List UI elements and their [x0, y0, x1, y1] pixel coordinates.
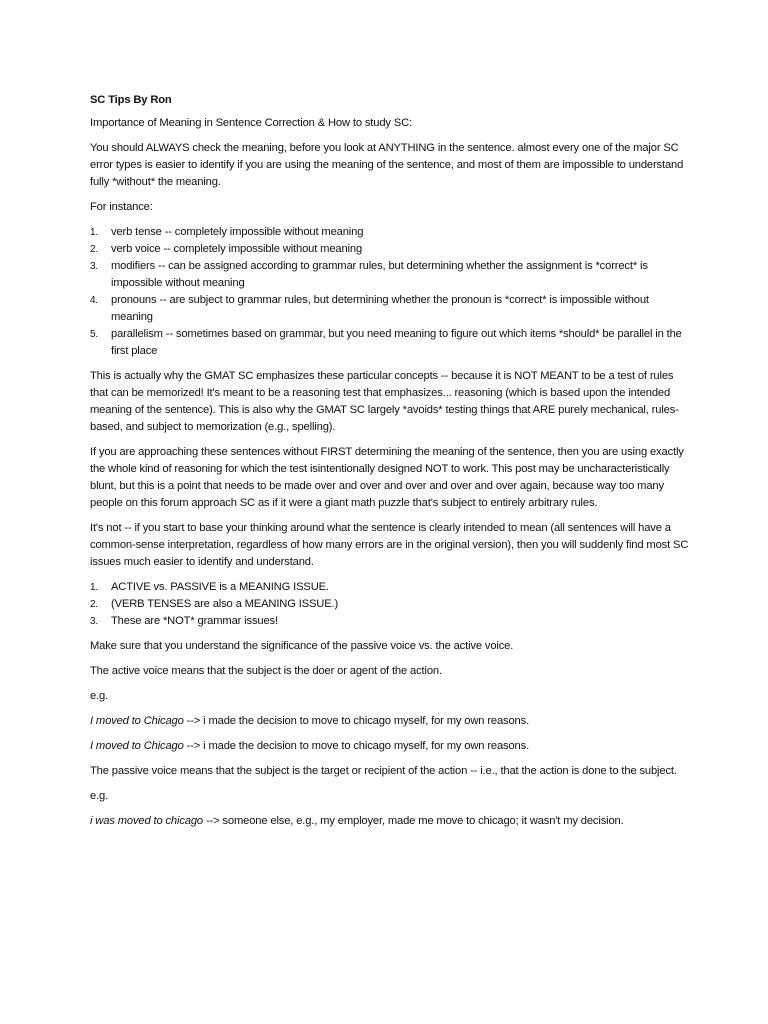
- example-line: [90, 738, 690, 755]
- paragraph-gmat-emphasis: This is actually why the GMAT SC emphasizes these particular concepts -- because it is NOT MEANT to be a test of rules that can be memorized! It's meant to be a reasoning test that emphasizes... reasoning (which is based upon the intended meaning of the sentence). This is also why the GMAT SC largely *avoids* testing things that ARE purely mechanical, rules-based, and subject to memorization (e.g., spelling).: [90, 370, 679, 433]
- example-rest: --> i made the decision to move to chicago myself, for my own reasons.: [183, 715, 530, 727]
- example-italic: I moved to Chicago: [90, 740, 184, 752]
- example-line: [90, 713, 690, 730]
- list-item-text: verb tense -- completely impossible without meaning: [111, 226, 364, 238]
- meaning-issues-list: [90, 579, 690, 630]
- paragraph-active-voice: The active voice means that the subject is the doer or agent of the action.: [90, 665, 442, 677]
- list-item-text: modifiers -- can be assigned according to grammar rules, but determining whether the assignment is *correct* is impossible without meaning: [111, 260, 648, 289]
- list-item: [90, 596, 690, 613]
- list-item: [90, 224, 690, 241]
- example-italic: i was moved to chicago: [90, 815, 203, 827]
- list-number: 3.: [90, 261, 99, 272]
- list-item: [90, 241, 690, 258]
- list-item-text: (VERB TENSES are also a MEANING ISSUE.): [111, 598, 339, 610]
- example-italic: I moved to Chicago: [90, 715, 184, 727]
- for-instance-label: For instance:: [90, 201, 153, 213]
- document-subtitle: Importance of Meaning in Sentence Correction & How to study SC:: [90, 117, 412, 129]
- paragraph-approach: If you are approaching these sentences without FIRST determining the meaning of the sentence, then you are using exactly the whole kind of reasoning for which the test isintentionally designed NOT to work. This post may be uncharacteristically blunt, but this is a point that needs to be made over and over and over and over and over again, because way too many people on this forum approach SC as if it were a giant math puzzle that's subject to entirely arbitrary rules.: [90, 446, 684, 509]
- paragraph-passive-voice: The passive voice means that the subject is the target or recipient of the action -- i.e., that the action is done to the subject.: [90, 765, 677, 777]
- paragraph-meaning-check: You should ALWAYS check the meaning, before you look at ANYTHING in the sentence. almost every one of the major SC error types is easier to identify if you are using the meaning of the sentence, and most of them are impossible to understand fully *without* the meaning.: [90, 142, 684, 188]
- list-number: 5.: [90, 329, 99, 340]
- example-rest: --> i made the decision to move to chicago myself, for my own reasons.: [183, 740, 530, 752]
- list-number: 4.: [90, 295, 99, 306]
- list-item-text: These are *NOT* grammar issues!: [111, 615, 278, 627]
- list-item: [90, 258, 690, 292]
- list-number: 2.: [90, 244, 99, 255]
- list-item-text: pronouns -- are subject to grammar rules, but determining whether the pronoun is *correct* is impossible without meaning: [111, 294, 649, 323]
- list-item: [90, 326, 690, 360]
- list-item: [90, 613, 690, 630]
- example-rest: --> someone else, e.g., my employer, made me move to chicago; it wasn't my decision.: [202, 815, 624, 827]
- paragraph-passive-active: Make sure that you understand the significance of the passive voice vs. the active voice.: [90, 640, 514, 652]
- list-item-text: parallelism -- sometimes based on grammar, but you need meaning to figure out which items *should* be parallel in the first place: [111, 328, 682, 357]
- document-page: [90, 92, 690, 838]
- paragraph-its-not: It's not -- if you start to base your thinking around what the sentence is clearly intended to mean (all sentences will have a common-sense interpretation, regardless of how many errors are in the original version), then you will suddenly find most SC issues much easier to identify and understand.: [90, 522, 689, 568]
- document-title: SC Tips By Ron: [90, 94, 172, 106]
- list-item-text: ACTIVE vs. PASSIVE is a MEANING ISSUE.: [111, 581, 329, 593]
- error-types-list: [90, 224, 690, 360]
- list-item-text: verb voice -- completely impossible without meaning: [111, 243, 363, 255]
- list-number: 3.: [90, 616, 99, 627]
- list-item: [90, 579, 690, 596]
- list-number: 2.: [90, 599, 99, 610]
- eg-label: e.g.: [90, 690, 109, 702]
- list-number: 1.: [90, 582, 99, 593]
- example-line: [90, 813, 690, 830]
- list-number: 1.: [90, 227, 99, 238]
- list-item: [90, 292, 690, 326]
- eg-label: e.g.: [90, 790, 109, 802]
